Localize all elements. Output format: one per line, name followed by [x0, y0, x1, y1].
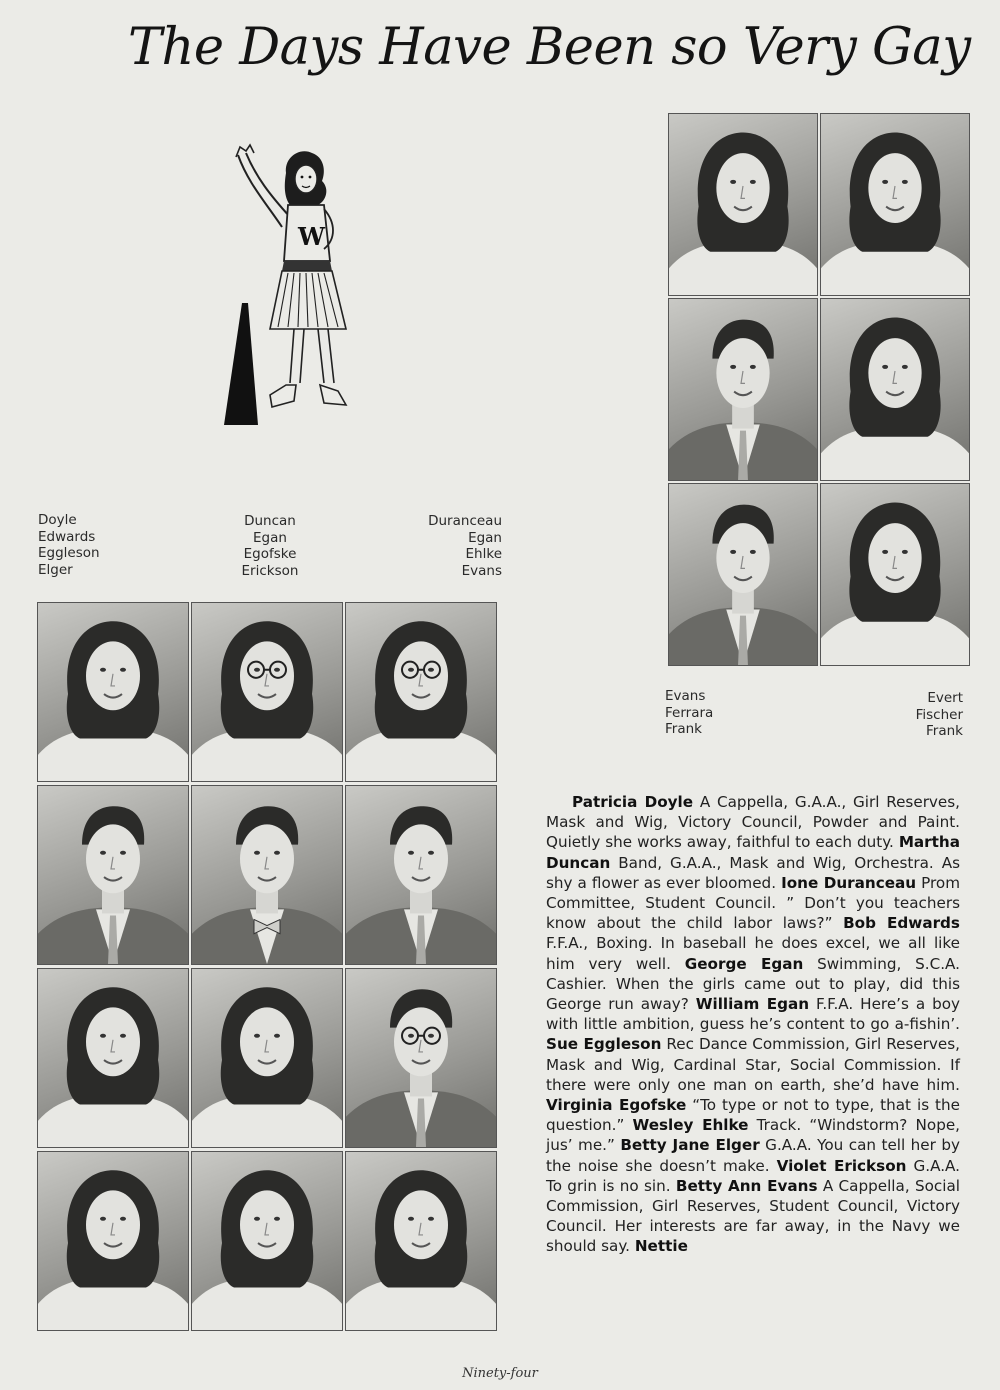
student-name: Frank [665, 721, 702, 737]
student-portrait-photo [668, 113, 818, 296]
name-column-3 [392, 513, 502, 579]
student-name: Evans [461, 562, 502, 579]
name-column-2 [220, 513, 320, 579]
page-number: Ninety-four [462, 1366, 538, 1381]
student-name-bold: Betty Ann Evans [675, 1176, 818, 1195]
student-name: Egan [253, 529, 287, 546]
student-activities-text: G.A.A. To grin is no sin. [546, 1156, 961, 1195]
student-portrait-photo [345, 1151, 497, 1331]
student-name-bold: Nettie [634, 1237, 688, 1256]
student-portrait-photo [345, 785, 497, 965]
student-activities-text: Track. “Windstorm? Nope, jus’ me.” [546, 1116, 960, 1155]
student-name-bold: Virginia Egofske [546, 1096, 687, 1115]
cheerleader-illustration [200, 135, 380, 430]
student-name: Evans [665, 688, 706, 704]
student-name: Erickson [241, 562, 299, 579]
student-portrait-photo [820, 113, 970, 296]
student-activities-text: Band, G.A.A., Mask and Wig, Orchestra. As shy a flower as ever bloomed. [546, 853, 960, 892]
student-name: Eggleson [38, 545, 100, 561]
student-name-bold: Wesley Ehlke [632, 1116, 749, 1135]
student-activities-text: Rec Dance Commission, Girl Reserves, Mask and Wig, Cardinal Star, Social Commission. If there were only one man on earth, she’d have him. [546, 1035, 960, 1094]
student-portrait-photo [668, 298, 818, 481]
student-portrait-photo [345, 968, 497, 1148]
student-portrait-photo [37, 602, 189, 782]
student-portrait-photo [191, 602, 343, 782]
student-portrait-photo [820, 483, 970, 666]
student-name: Ferrara [665, 704, 714, 721]
student-name: Doyle [38, 512, 77, 528]
student-name: Frank [926, 723, 963, 739]
student-portrait-photo [345, 602, 497, 782]
student-activities-text: Prom Committee, Student Council. ” Don’t you teachers know about the child labor laws?” [546, 873, 961, 933]
name-column-right-1 [665, 688, 713, 738]
student-name: Duncan [244, 513, 296, 529]
student-name-bold: Patricia Doyle [572, 793, 694, 811]
student-name-bold: Sue Eggleson [546, 1035, 662, 1054]
student-name: Duranceau [428, 513, 502, 529]
name-column-right-2 [860, 690, 963, 740]
student-activities-text: A Cappella, G.A.A., Girl Reserves, Mask and Wig, Victory Council, Powder and Paint. Quietly she works away, faithful to each duty. [546, 793, 961, 852]
student-name: Egan [468, 529, 502, 546]
student-name-bold: Violet Erickson [776, 1156, 907, 1175]
student-activities-text: “To type or not to type, that is the question.” [546, 1096, 960, 1135]
sweater-letter: W [298, 222, 325, 251]
student-name-bold: Ione Duranceau [781, 873, 917, 892]
student-activities-text: A Cappella, Social Commission, Girl Reserves, Student Council, Victory Council. Her interests are far away, in the Navy we should say. [546, 1176, 960, 1256]
student-name-bold: Bob Edwards [843, 914, 960, 933]
student-portrait-photo [191, 785, 343, 965]
student-activities-text: G.A.A. You can tell her by the noise she doesn’t make. [546, 1136, 960, 1175]
student-portrait-photo [37, 968, 189, 1148]
name-column-1 [38, 512, 100, 578]
student-name: Edwards [38, 528, 96, 545]
student-name-bold: William Egan [695, 995, 810, 1014]
student-name: Evert [927, 690, 963, 706]
student-name-bold: George Egan [684, 954, 804, 973]
page-title: The Days Have Been so Very Gay [128, 18, 971, 77]
biography-text [546, 792, 960, 1257]
student-name-bold: Betty Jane Elger [620, 1136, 760, 1155]
student-name: Ehlke [465, 546, 502, 562]
student-portrait-photo [191, 1151, 343, 1331]
student-portrait-photo [820, 298, 970, 481]
student-portrait-photo [668, 483, 818, 666]
student-name: Fischer [915, 706, 963, 723]
student-portrait-photo [191, 968, 343, 1148]
student-portrait-photo [37, 785, 189, 965]
student-name-bold: Martha Duncan [546, 833, 960, 872]
student-activities-text: Swimming, S.C.A. Cashier. When the girls came out to play, did this George run away? [546, 954, 960, 1014]
student-name: Elger [38, 561, 73, 578]
student-activities-text: F.F.A. Here’s a boy with little ambition, guess he’s content to go a-fishin’. [546, 995, 960, 1034]
student-name: Egofske [243, 546, 297, 562]
student-activities-text: F.F.A., Boxing. In baseball he does excel, we all like him very well. [546, 934, 960, 973]
student-portrait-photo [37, 1151, 189, 1331]
